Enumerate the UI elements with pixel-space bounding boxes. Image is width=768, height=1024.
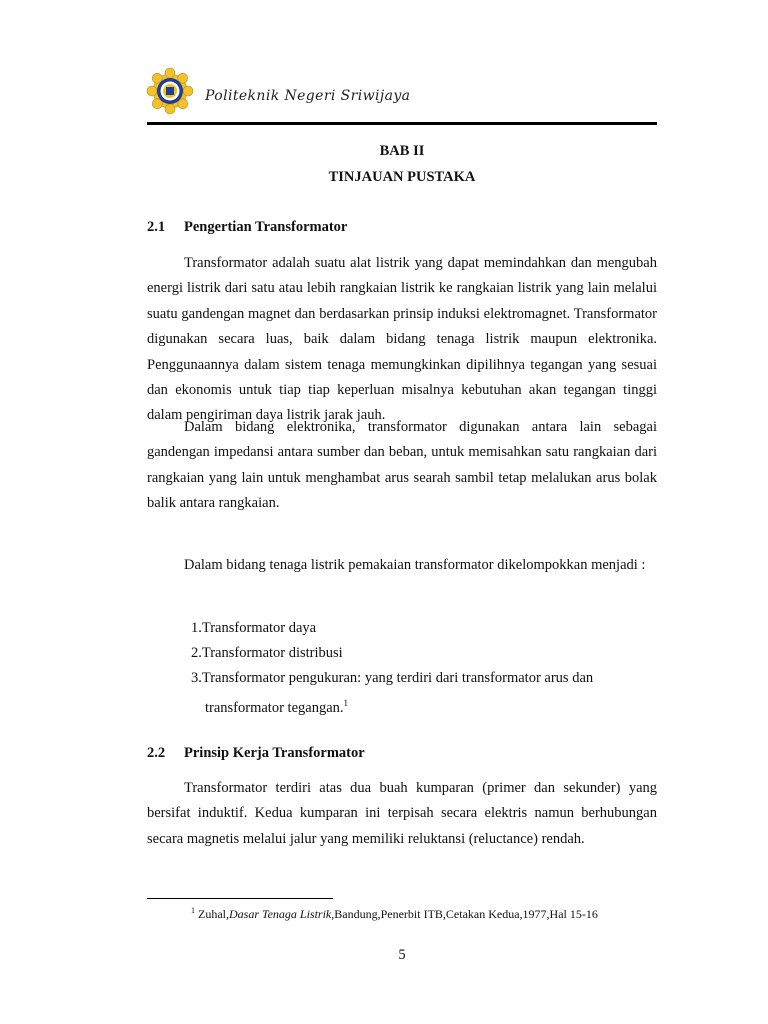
section-heading-2-1 xyxy=(147,219,347,236)
paragraph-electronics: Dalam bidang elektronika, transformator digunakan antara lain sebagai gandengan impedansi antara sumber dan beban, untuk memisahkan satu rangkaian dari rangkaian yang lain untuk menghambat arus searah sambil tetap melalukan arus bolak balik antara rangkaian. xyxy=(147,419,657,512)
list-item-continuation xyxy=(191,691,657,716)
chapter-number: BAB II xyxy=(379,143,425,159)
list-item: 2.Transformator distribusi xyxy=(191,645,343,661)
section-title: Prinsip Kerja Transformator xyxy=(184,745,365,761)
page-number: 5 xyxy=(398,947,406,963)
paragraph-definition: Transformator adalah suatu alat listrik yang dapat memindahkan dan mengubah energi listrik dari satu atau lebih rangkaian listrik ke rangkaian listrik yang lain melalui suatu gandengan magnet dan berdasarkan prinsip induksi elektromagnet. Transformator digunakan secara luas, baik dalam bidang tenaga listrik maupun elektronika. Penggunaannya dalam sistem tenaga memungkinkan dipilihnya tegangan yang sesuai dan ekonomis untuk tiap tiap keperluan misalnya kebutuhan akan tegangan tinggi dalam pengiriman daya listrik jarak jauh. xyxy=(147,255,657,424)
list-item: 1.Transformator daya xyxy=(191,620,317,636)
section-heading-2-2 xyxy=(147,745,365,762)
chapter-title: TINJAUAN PUSTAKA xyxy=(328,169,476,185)
institution-name: Politeknik Negeri Sriwijaya xyxy=(205,88,411,104)
section-number: 2.2 xyxy=(147,745,166,761)
header-rule xyxy=(147,122,657,125)
paragraph-power-grouping: Dalam bidang tenaga listrik pemakaian transformator dikelompokkan menjadi : xyxy=(184,557,646,573)
section-number: 2.1 xyxy=(147,219,166,235)
paragraph-working-principle: Transformator terdiri atas dua buah kumparan (primer dan sekunder) yang bersifat induktif. Kedua kumparan ini terpisah secara elektris namun berhubungan secara magnetis melalui jalur yang memiliki reluktansi (reluctance) rendah. xyxy=(147,780,657,847)
footnote-details: Bandung,Penerbit ITB,Cetakan Kedua,1977,Hal 15-16 xyxy=(334,907,598,921)
transformer-type-list xyxy=(191,616,657,716)
footnote-book-title: Dasar Tenaga Listrik, xyxy=(229,907,335,921)
section-title: Pengertian Transformator xyxy=(184,219,348,235)
list-item: 3.Transformator pengukuran: yang terdiri dari transformator arus dan xyxy=(191,670,594,686)
list-item-text: transformator tegangan. xyxy=(205,699,344,716)
footnote-reference[interactable]: 1 xyxy=(343,698,349,708)
footnote-separator xyxy=(147,898,333,899)
footnote xyxy=(191,906,598,922)
footnote-mark: 1 xyxy=(191,906,195,915)
footnote-author: Zuhal, xyxy=(198,907,229,921)
institution-seal-icon xyxy=(145,66,195,116)
